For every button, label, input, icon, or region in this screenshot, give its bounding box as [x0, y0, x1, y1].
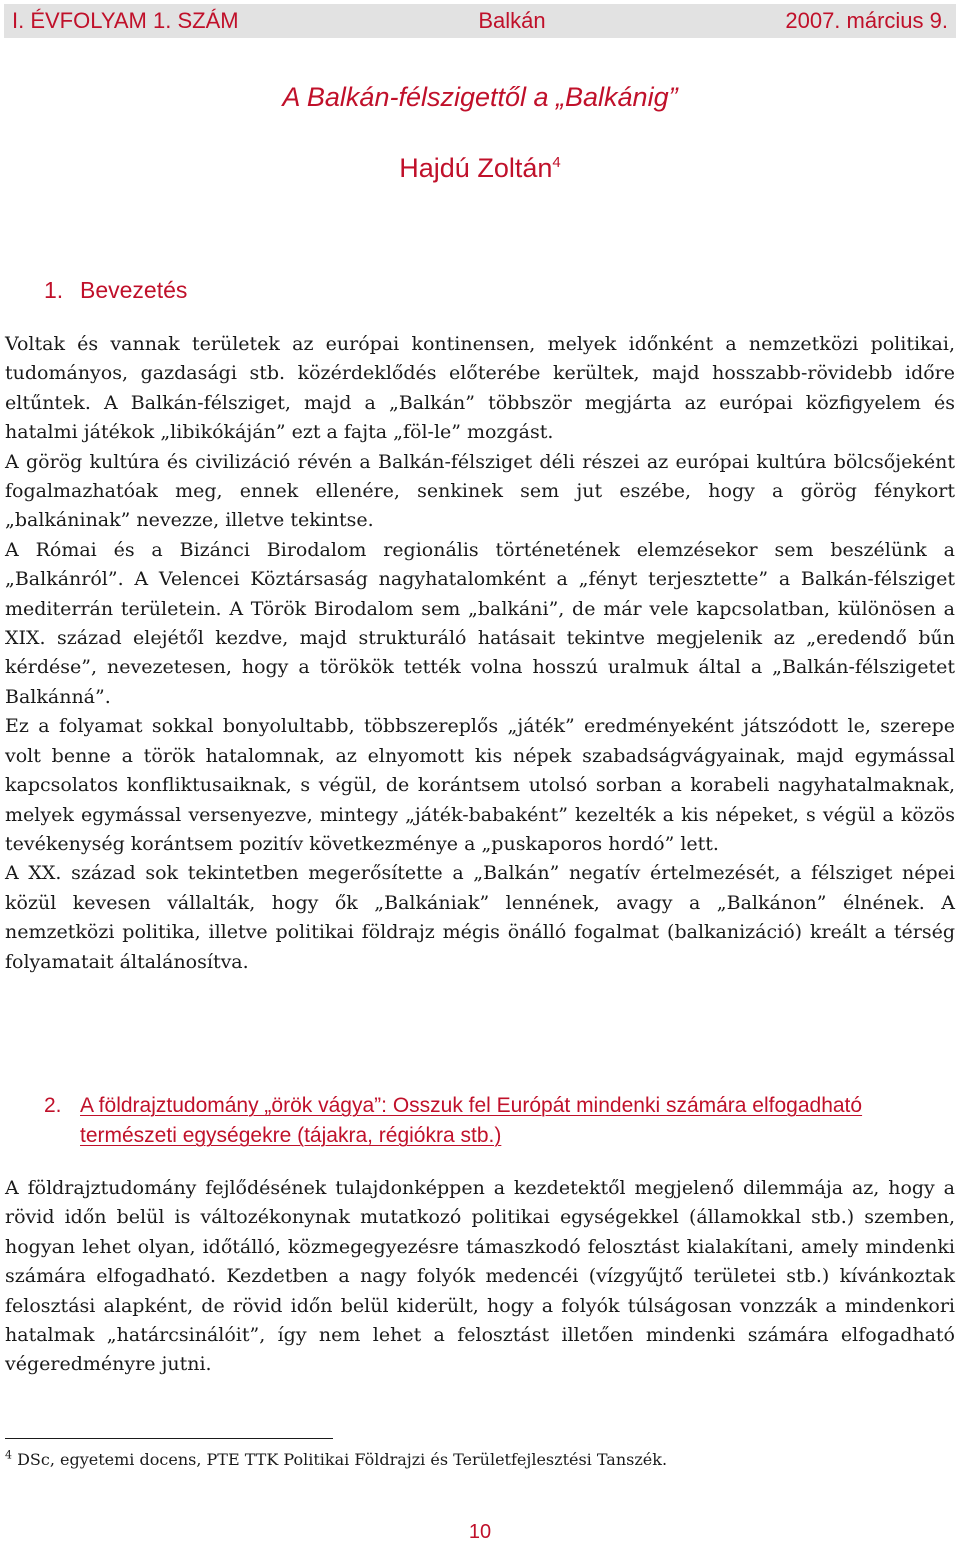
header-date: 2007. március 9.	[785, 8, 948, 33]
section-1-body	[5, 330, 955, 977]
author-line	[0, 153, 960, 184]
paragraph: A görög kultúra és civilizáció révén a Balkán-félsziget déli részei az európai kultúra bölcsőjeként fogalmazhatóak meg, ennek ellenére, senkinek sem jut eszébe, hogy a görög fénykort „balkáninak” nevezze, illetve tekintse.	[5, 450, 955, 532]
author-footnote-ref[interactable]: 4	[552, 154, 561, 171]
section-2-body	[5, 1174, 955, 1380]
paragraph: Ez a folyamat sokkal bonyolultabb, többszereplős „játék” eredményeként játszódott le, szerepe volt benne a török hatalomnak, az elnyomott kis népek szabadságvágyainak, majd egymással kapcsolatos konfliktusaiknak, s végül, de korántsem utolsó sorban a korabeli nagyhatalmaknak, melyek egymással versenyezve, mintegy „játék-babaként” kezelték a kis népeket, s végül a közös tevékenység korántsem pozitív következménye a „puskaporos hordó” lett.	[5, 715, 955, 855]
paragraph: A XX. század sok tekintetben megerősítette a „Balkán” negatív értelmezését, a félsziget népei közül kevesen vállalták, hogy ők „Balkániak” lennének, avagy a „Balkánon” élnének. A nemzetközi politika, illetve politikai földrajz mégis önálló fogalmat (balkanizáció) kreált a térség folyamatait általánosítva.	[5, 862, 955, 973]
page-number: 10	[468, 1521, 492, 1543]
header-volume: I. ÉVFOLYAM 1. SZÁM	[12, 8, 239, 33]
paragraph: A földrajztudomány fejlődésének tulajdonképpen a kezdetektől megjelenő dilemmája az, hogy a rövid időn belül is változékonynak mutatkozó politikai egységekkel (államokkal stb.) szemben, hogyan lehet olyan, időtálló, közmegegyezésre támaszkodó felosztást kialakítani, amely mindenki számára elfogadható. Kezdetben a nagy folyók medencéi (vízgyűjtő területei stb.) kívánkoztak felosztási alapként, de rövid időn belül kiderült, hogy a folyók túlságosan vonzzák a mindenkori hatalmak „határcsinálóit”, így nem lehet a felosztást illetően mindenki számára elfogadható végeredményre jutni.	[5, 1177, 955, 1376]
footnote-text: DSc, egyetemi docens, PTE TTK Politikai Földrajzi és Területfejlesztési Tanszék.	[17, 1450, 668, 1469]
footnote-marker: 4	[5, 1448, 12, 1462]
section-heading-1	[44, 277, 187, 304]
section-number-2: 2.	[44, 1094, 62, 1117]
running-header	[4, 4, 956, 38]
footnote	[5, 1449, 955, 1471]
paragraph: Voltak és vannak területek az európai kontinensen, melyek időnként a nemzetközi politikai, tudományos, gazdasági stb. közérdeklődés előterébe kerültek, majd hosszabb-rövidebb időre eltűntek. A Balkán-félsziget, majd a „Balkán” többször megjárta az európai közfigyelem és hatalmi játékok „libikókáján” ezt a fajta „föl-le” mozgást.	[5, 333, 955, 444]
author-name: Hajdú Zoltán	[399, 153, 553, 183]
footnote-divider	[5, 1438, 333, 1439]
article-title: A Balkán-félszigettől a „Balkánig”	[282, 82, 678, 112]
paragraph: A Római és a Bizánci Birodalom regionális történetének elemzésekor sem beszélünk a „Balkánról”. A Velencei Köztársaság nagyhatalomként a „fényt terjesztette” a Balkán-félsziget mediterrán területein. A Török Birodalom sem „balkáni”, de már vele kapcsolatban, különösen a XIX. század elejétől kezdve, majd strukturáló hatásait tekintve megjelenik az „eredendő bűn kérdése”, nevezetesen, hogy a törökök tették volna hosszú uralmuk által a „Balkán-félszigetet Balkánná”.	[5, 538, 955, 708]
section-heading-2	[44, 1091, 924, 1151]
section-title-2: A földrajztudomány „örök vágya”: Osszuk fel Európát mindenki számára elfogadható természeti egységekre (tájakra, régiókra stb.)	[80, 1094, 863, 1147]
header-journal: Balkán	[478, 8, 546, 33]
section-title-1: Bevezetés	[80, 277, 188, 303]
section-number-1: 1.	[44, 277, 64, 303]
